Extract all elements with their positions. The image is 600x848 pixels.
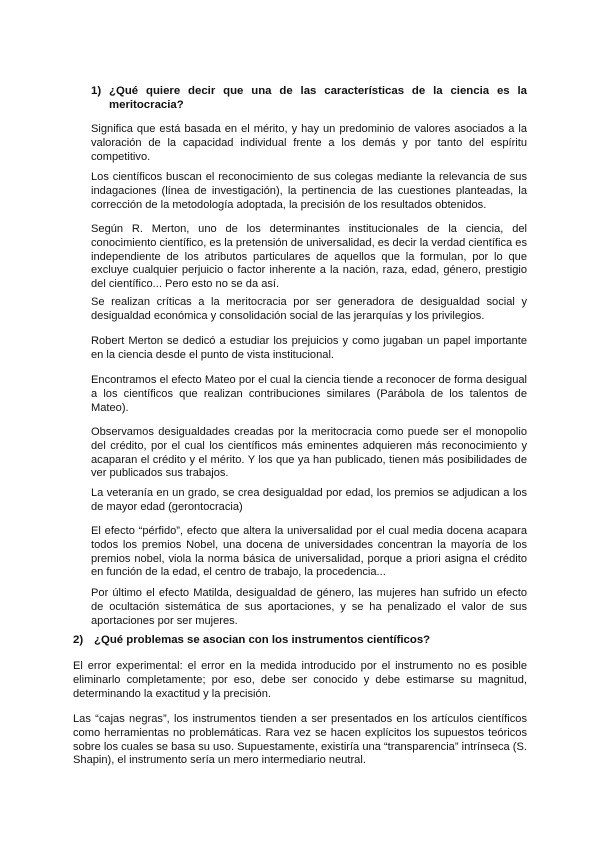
s1-paragraph-2: Los científicos buscan el reconocimiento de sus colegas mediante la relevancia de sus indagaciones (línea de investigación), la pertinencia de las cuestiones planteadas, la corrección de la metodología adoptada, la precisión de los resultados obtenidos. [91,171,527,211]
s1-paragraph-10: Por último el efecto Matilda, desigualdad de género, las mujeres han sufrido un efecto de ocultación sistemática de sus aportaciones, y se ha penalizado el valor de sus aportaciones por ser mujeres. [91,587,527,627]
s1-paragraph-9: El efecto “pérfido”, efecto que altera la universalidad por el cual media docena acapara todos los premios Nobel, una docena de universidades concentran la mayoría de los premios nobel, viola la norma básica de universalidad, porque a priori asigna el crédito en función de la edad, el centro de trabajo, la procedencia... [91,525,527,579]
s1-paragraph-3: Según R. Merton, uno de los determinantes institucionales de la ciencia, del conocimiento científico, es la pretensión de universalidad, es decir la verdad científica es independiente de los atributos particulares de aquellos que la formulan, por lo que excluye cualquier perjuicio o factor inherente a la nación, raza, edad, género, prestigio del científico... Pero esto no se da así. [91,223,527,291]
question-1-number: 1) [91,85,102,97]
question-2-heading [73,633,527,647]
s2-paragraph-2: Las “cajas negras”, los instrumentos tienden a ser presentados en los artículos científicos como herramientas no problemáticas. Rara vez se hacen explícitos los supuestos teóricos sobre los cuales se basa su uso. Supuestamente, existiría una “transparencia” intrínseca (S. Shapin), el instrumento sería un mero intermediario neutral. [73,713,527,767]
question-1-heading [91,84,527,112]
s1-paragraph-1: Significa que está basada en el mérito, y hay un predominio de valores asociados a la valoración de la capacidad individual frente a los demás y por tanto del espíritu competitivo. [91,123,527,163]
question-2-number: 2) [73,634,84,646]
s1-paragraph-6: Encontramos el efecto Mateo por el cual la ciencia tiende a reconocer de forma desigual a los científicos que realizan contribuciones similares (Parábola de los talentos de Mateo). [91,374,527,414]
question-1-text: ¿Qué quiere decir que una de las características de la ciencia es la meritocracia? [109,85,527,111]
s1-paragraph-8: La veteranía en un grado, se crea desigualdad por edad, los premios se adjudican a los de mayor edad (gerontocracia) [91,487,527,513]
question-2-text: ¿Qué problemas se asocian con los instrumentos científicos? [94,634,431,646]
s1-paragraph-4: Se realizan críticas a la meritocracia por ser generadora de desigualdad social y desigualdad económica y consolidación social de las jerarquías y los privilegios. [91,296,527,322]
s1-paragraph-7: Observamos desigualdades creadas por la meritocracia como puede ser el monopolio del crédito, por el cual los científicos más eminentes adquieren más reconocimiento y acaparan el crédito y el mérito. Y los que ya han publicado, tienen más posibilidades de ver publicados sus trabajos. [91,426,527,480]
s1-paragraph-5: Robert Merton se dedicó a estudiar los prejuicios y como jugaban un papel importante en la ciencia desde el punto de vista institucional. [91,335,527,361]
s2-paragraph-1: El error experimental: el error en la medida introducido por el instrumento no es posible eliminarlo completamente; por eso, debe ser conocido y debe estimarse su magnitud, determinando la exactitud y la precisión. [73,660,527,700]
